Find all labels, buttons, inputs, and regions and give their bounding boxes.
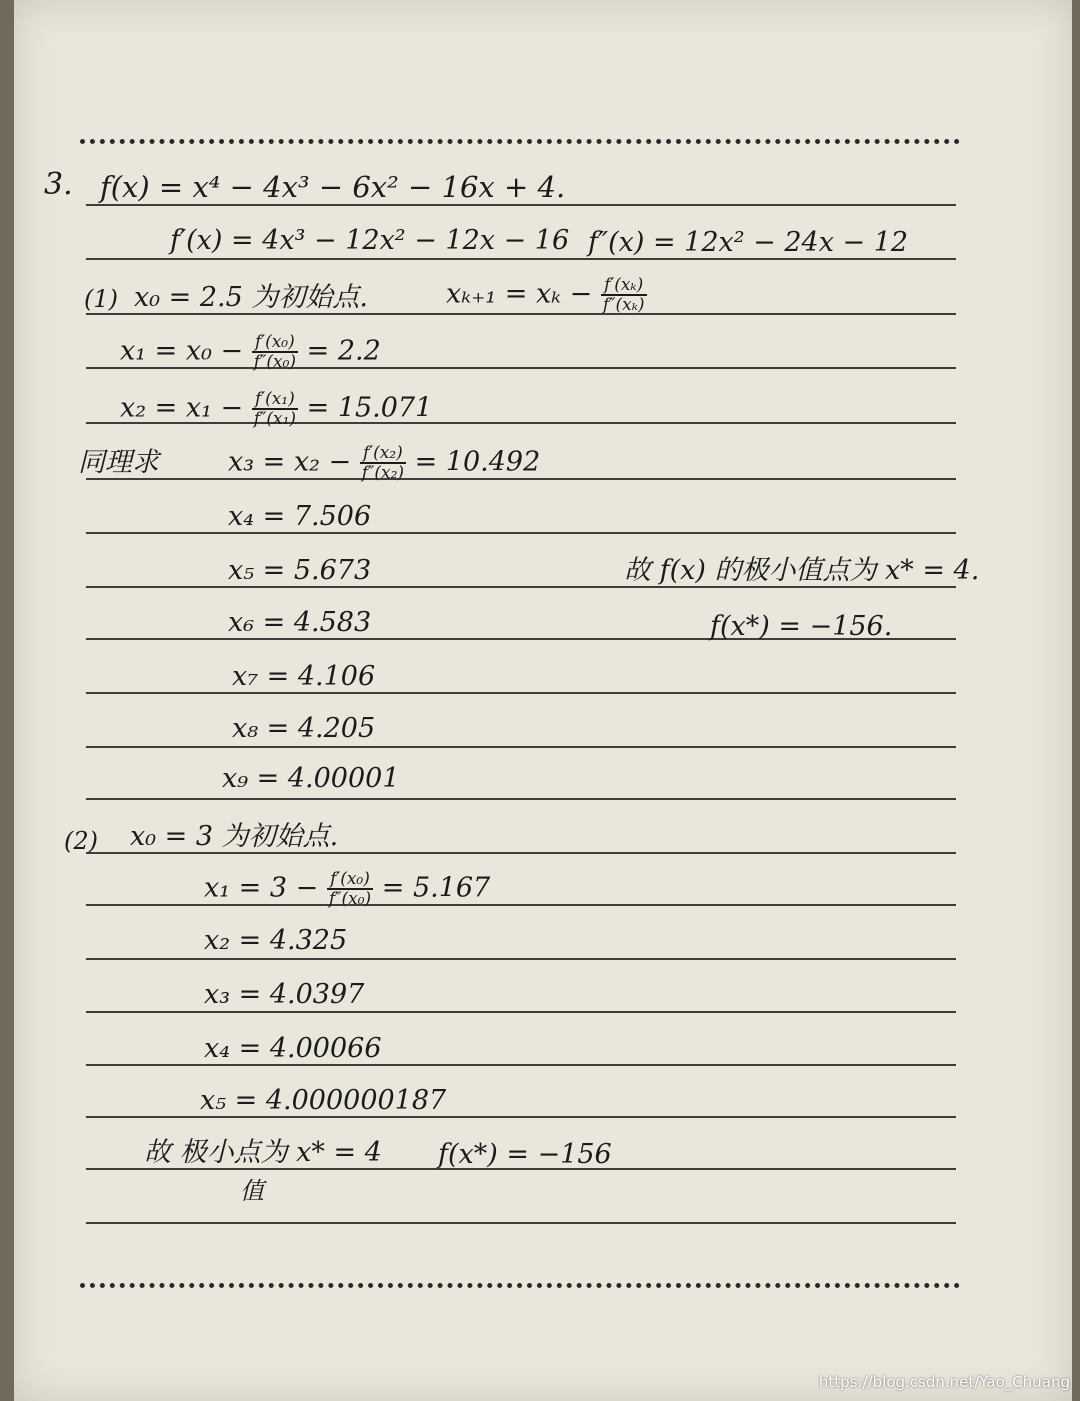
- bottom-dotted-border: [80, 1283, 960, 1288]
- ruled-line: [86, 1222, 956, 1224]
- problem-number: 3.: [44, 167, 73, 202]
- part1-min-value: f(x*) = −156.: [710, 611, 893, 642]
- fraction-numerator: f′(x₀): [327, 870, 373, 890]
- top-dotted-border: [80, 139, 960, 144]
- part1-x9: x₉ = 4.00001: [222, 763, 400, 794]
- part2-x1: [204, 870, 490, 908]
- x2-lhs: x₂ = x₁ −: [120, 392, 244, 424]
- ruled-line: [86, 532, 956, 534]
- ruled-line: [86, 852, 956, 854]
- part1-x8: x₈ = 4.205: [232, 713, 376, 744]
- part1-x7: x₇ = 4.106: [232, 661, 376, 692]
- x1-value: = 2.2: [306, 335, 381, 367]
- x1-value: = 5.167: [381, 872, 491, 904]
- x1-fraction: [327, 870, 373, 908]
- x1-fraction: [252, 333, 298, 371]
- ruled-line: [86, 1064, 956, 1066]
- x1-lhs: x₁ = 3 −: [204, 872, 319, 904]
- x3-lhs: x₃ = x₂ −: [228, 446, 352, 478]
- part2-x4: x₄ = 4.00066: [204, 1033, 382, 1064]
- part1-start: x₀ = 2.5 为初始点.: [134, 282, 368, 313]
- newton-iteration-formula: [446, 276, 647, 314]
- part2-conclusion-insert: 值: [240, 1177, 264, 1205]
- part1-x2: [120, 390, 432, 428]
- fraction-denominator: f″(x₁): [253, 409, 297, 429]
- part1-x1: [120, 333, 381, 371]
- part1-x4: x₄ = 7.506: [228, 501, 372, 532]
- iteration-lhs: xₖ₊₁ = xₖ −: [446, 278, 593, 310]
- x2-value: = 15.071: [306, 392, 433, 424]
- x2-fraction: [252, 390, 298, 428]
- fraction-denominator: f″(x₀): [328, 889, 372, 909]
- part2-x2: x₂ = 4.325: [204, 925, 348, 956]
- part1-x5: x₅ = 5.673: [228, 555, 372, 586]
- x1-lhs: x₁ = x₀ −: [120, 335, 244, 367]
- ruled-line: [86, 1011, 956, 1013]
- fraction-denominator: f″(x₂): [361, 463, 405, 483]
- part2-label: (2): [64, 827, 98, 855]
- part1-x6: x₆ = 4.583: [228, 607, 372, 638]
- fraction-numerator: f′(x₁): [252, 390, 298, 410]
- fraction-denominator: f″(xₖ): [602, 295, 645, 315]
- ruled-line: [86, 586, 956, 588]
- ruled-line: [86, 258, 956, 260]
- function-definition: f(x) = x⁴ − 4x³ − 6x² − 16x + 4.: [100, 170, 566, 204]
- x3-fraction: [360, 444, 406, 482]
- ruled-line: [86, 958, 956, 960]
- fraction-denominator: f″(x₀): [253, 352, 297, 372]
- second-derivative: f″(x) = 12x² − 24x − 12: [588, 227, 909, 258]
- ruled-line: [86, 798, 956, 800]
- x3-value: = 10.492: [414, 446, 541, 478]
- same-method-label: 同理求: [78, 447, 159, 478]
- notebook-page: [14, 0, 1072, 1401]
- part2-x3: x₃ = 4.0397: [204, 979, 365, 1010]
- part2-x5: x₅ = 4.000000187: [200, 1085, 447, 1116]
- part1-conclusion: 故 f(x) 的极小值点为 x* = 4.: [624, 555, 980, 586]
- fraction-numerator: f′(x₀): [252, 333, 298, 353]
- part2-min-value: f(x*) = −156: [438, 1139, 612, 1170]
- part1-label: (1): [84, 285, 118, 313]
- part2-conclusion: 故 极小点为 x* = 4: [144, 1137, 382, 1168]
- ruled-line: [86, 1116, 956, 1118]
- part1-x3: [228, 444, 540, 482]
- ruled-line: [86, 692, 956, 694]
- watermark: https://blog.csdn.net/Yao_Chuang: [818, 1373, 1070, 1391]
- first-derivative: f′(x) = 4x³ − 12x² − 12x − 16: [170, 225, 570, 256]
- fraction-numerator: f′(xₖ): [601, 276, 647, 296]
- ruled-line: [86, 746, 956, 748]
- part2-start: x₀ = 3 为初始点.: [130, 821, 339, 852]
- fraction-numerator: f′(x₂): [360, 444, 406, 464]
- iteration-fraction: [601, 276, 647, 314]
- ruled-line: [86, 204, 956, 206]
